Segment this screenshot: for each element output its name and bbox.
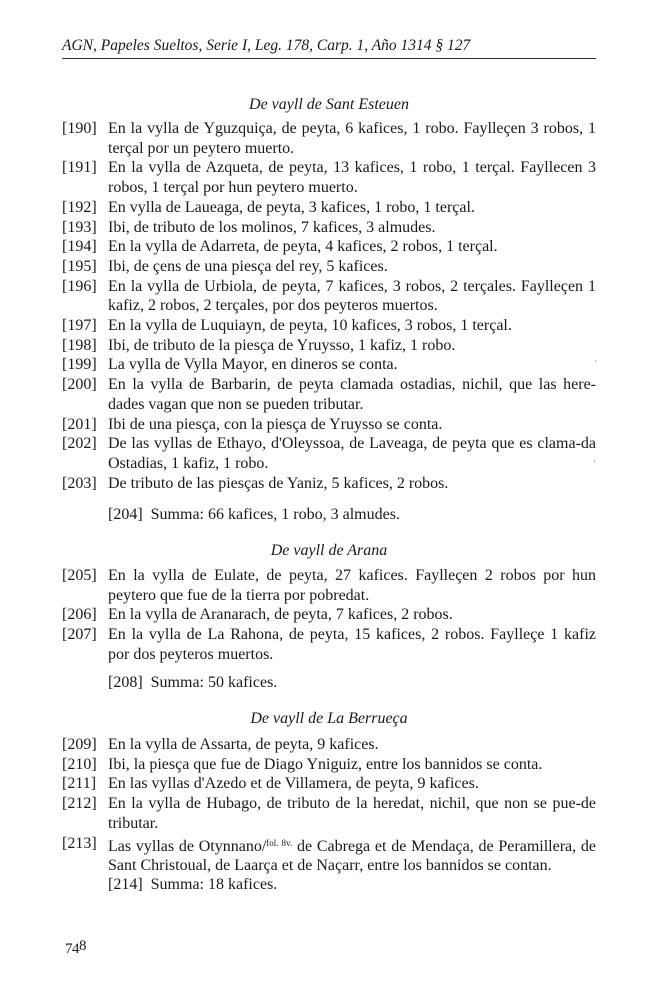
entry-212 [62,794,596,833]
section-title-la-berrueca: De vayll de La Berrueça [250,710,408,727]
entry-text: En la vylla de La Rahona, de peyta, 15 kafices, 2 robos. Faylleçe 1 kafiz por dos peyteros muertos. [108,626,596,663]
entry-205 [62,566,596,605]
entry-text: En la vylla de Azqueta, de peyta, 13 kafices, 1 robo, 1 terçal. Fayllecen 3 robos, 1 terçal por hun peytero muerto. [108,159,596,197]
entry-203 [62,474,596,494]
entry-number: [205] [62,567,97,584]
entry-number: [211] [62,775,97,793]
summa-text: Summa: 66 kafices, 1 robo, 3 almudes. [150,506,400,523]
summa-204 [108,505,400,525]
entry-number: [201] [62,415,97,433]
entry-text: En la vylla de Aranarach, de peyta, 7 kafices, 2 robos. [108,606,453,624]
entry-number: [207] [62,626,97,644]
entry-text: En la vylla de Assarta, de peyta, 9 kafices. [108,736,379,753]
entry-207 [62,625,596,664]
entry-number: [200] [62,376,97,394]
entry-number: [196] [62,277,97,295]
section-title-sant-esteuen: De vayll de Sant Esteuen [249,96,409,113]
entry-list-la-berrueca [62,735,596,876]
summa-number: [208] [108,674,143,691]
entry-text-after-folio: de Cabrega et de Mendaça, de Peramillera, de Sant Christoual, de Laarça et de Naçarr, entre los bannidos se contan. [108,837,596,875]
entry-number: [209] [62,736,97,753]
entry-195 [62,257,596,277]
entry-text: En la vylla de Luquiayn, de peyta, 10 kafices, 3 robos, 1 terçal. [108,317,512,335]
entry-text: En la vylla de Yguzquiça, de peyta, 6 kafices, 1 robo. Faylleçen 3 robos, 1 terçal por un peytero muerto. [108,120,596,157]
entry-206 [62,605,596,625]
summa-214 [108,875,277,895]
summa-number: [214] [108,876,143,893]
entry-198 [62,336,596,356]
entry-199 [62,355,596,375]
entry-text: En la vylla de Barbarin, de peyta clamada ostadias, nichil, que las here-dades vagan que non se pueden tributar. [108,376,596,413]
entry-text: En la vylla de Hubago, de tributo de la heredat, nichil, que non se pue-de tributar. [108,795,596,832]
entry-number: [193] [62,218,97,236]
entry-213 [62,834,596,876]
entry-number: [198] [62,336,97,354]
scan-speck [594,460,595,462]
entry-192 [62,198,596,218]
entry-text: En vylla de Laueaga, de peyta, 3 kafices, 1 robo, 1 terçal. [108,198,475,216]
entry-number: [203] [62,474,97,492]
entry-text: En la vylla de Eulate, de peyta, 27 kafices. Faylleçen 2 robos por hun peytero que fue de la tierra por pobredat. [108,567,596,604]
page-number-last-digit: 8 [79,938,86,954]
entry-number: [206] [62,606,97,624]
entry-number: [195] [62,257,97,275]
entry-text: En la vylla de Urbiola, de peyta, 7 kafices, 3 robos, 2 terçales. Faylleçen 1 kafiz, 2 robos, 2 terçales, por dos peyteros muertos. [108,277,596,315]
running-header: AGN, Papeles Sueltos, Serie I, Leg. 178, Carp. 1, Año 1314 § 127 [62,37,471,54]
page-number [65,938,86,958]
entry-number: [202] [62,435,97,453]
entry-text: Ibi, de tributo de la piesça de Yruysso, 1 kafiz, 1 robo. [108,336,456,354]
entry-number: [192] [62,198,97,216]
entry-209 [62,735,596,755]
folio-marker: fol. 8v. [266,837,293,848]
entry-211 [62,774,596,794]
summa-number: [204] [108,506,143,523]
entry-text: Ibi de una piesça, con la piesça de Yruysso se conta. [108,415,443,433]
section-title-arana: De vayll de Arana [270,542,388,559]
entry-210 [62,755,596,775]
entry-201 [62,415,596,435]
summa-text: Summa: 18 kafices. [150,876,278,893]
entry-list-arana [62,566,596,665]
entry-text: Ibi, de tributo de los molinos, 7 kafices, 3 almudes. [108,218,436,236]
entry-number: [197] [62,317,97,335]
entry-number: [213] [62,834,97,852]
entry-list-sant-esteuen [62,119,596,493]
entry-191 [62,158,596,197]
summa-208 [108,673,277,693]
entry-number: [199] [62,356,97,374]
summa-text: Summa: 50 kafices. [150,674,278,691]
entry-190 [62,119,596,158]
entry-number: [191] [62,159,97,177]
entry-197 [62,316,596,336]
entry-number: [190] [62,120,97,137]
entry-text: En las vyllas d'Azedo et de Villamera, de peyta, 9 kafices. [108,775,479,793]
entry-text: De las vyllas de Ethayo, d'Oleyssoa, de Laveaga, de peyta que es clama-da Ostadias, 1 kafiz, 1 robo. [108,435,596,472]
entry-194 [62,237,596,257]
entry-text: En la vylla de Adarreta, de peyta, 4 kafices, 2 robos, 1 terçal. [108,238,498,256]
entry-text: La vylla de Vylla Mayor, en dineros se conta. [108,356,398,374]
entry-number: [210] [62,755,97,773]
entry-number: [194] [62,238,97,256]
entry-200 [62,375,596,414]
entry-text: Ibi, de çens de una piesça del rey, 5 kafices. [108,257,388,275]
entry-text-before-folio: Las vyllas de Otynnano/ [108,837,267,855]
scan-speck [595,360,596,362]
entry-number: [212] [62,795,97,813]
entry-text: De tributo de las piesças de Yaniz, 5 kafices, 2 robos. [108,474,449,492]
header-rule [62,58,596,59]
entry-196 [62,277,596,316]
page-number-digits: 74 [65,941,79,957]
entry-193 [62,218,596,238]
entry-202 [62,434,596,473]
entry-text: Ibi, la piesça que fue de Diago Yniguiz, entre los bannidos se conta. [108,755,543,773]
